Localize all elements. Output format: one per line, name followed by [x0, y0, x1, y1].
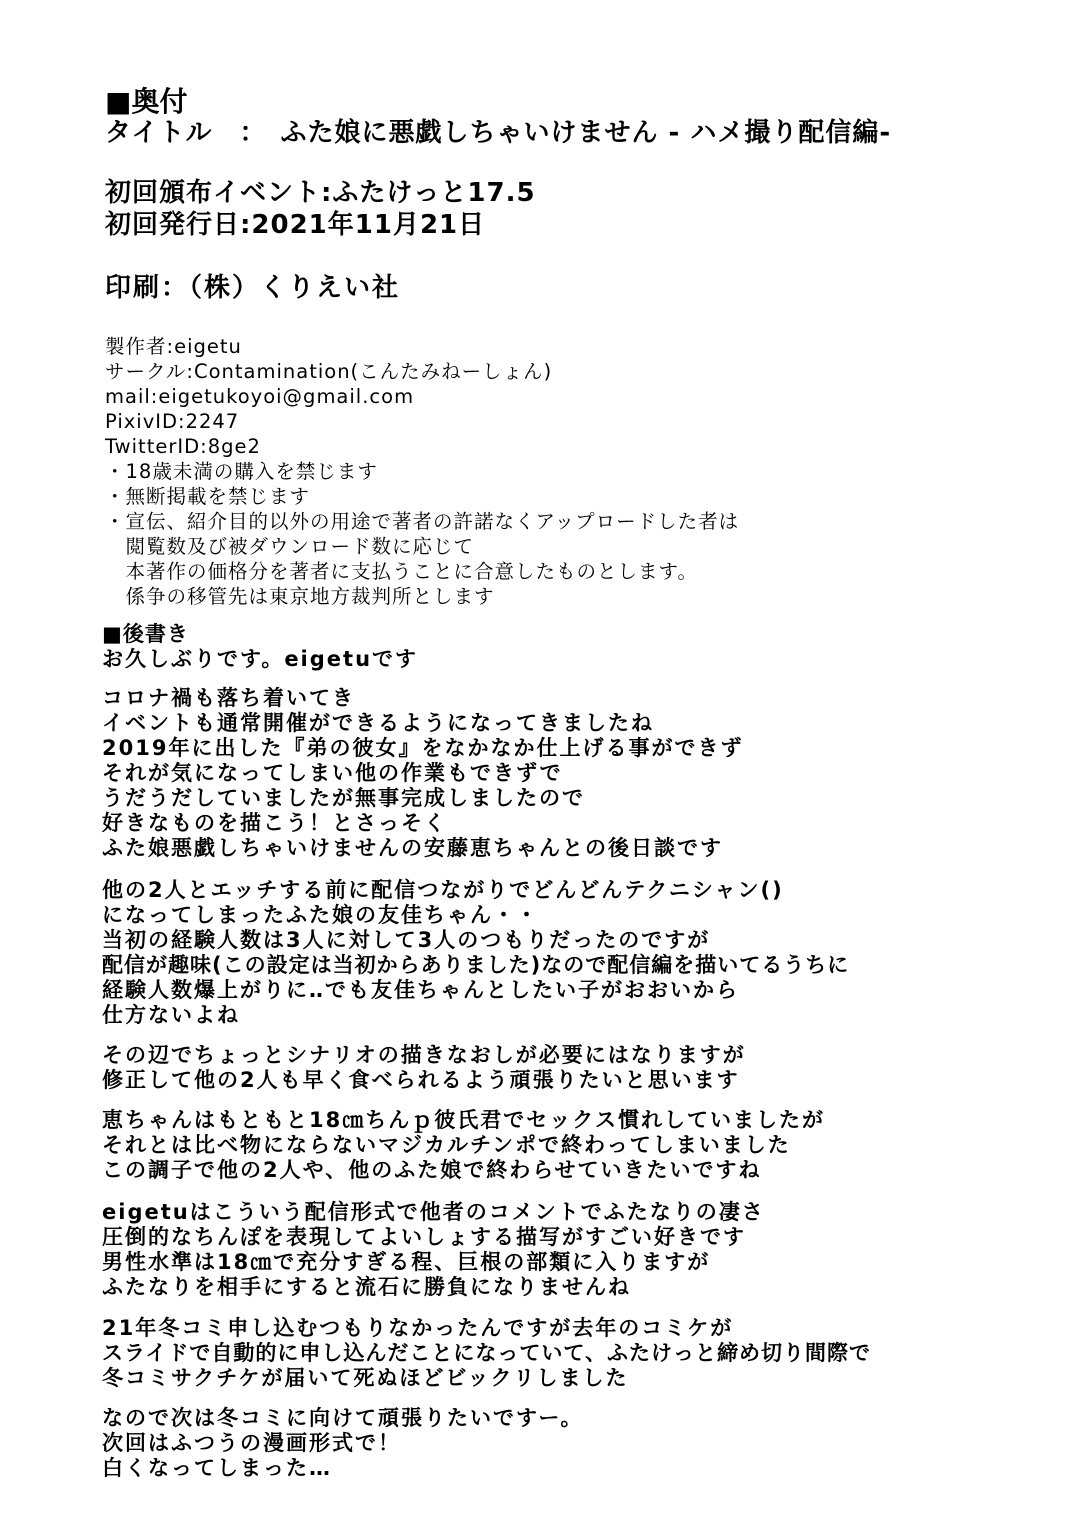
info-line: サークル:Contamination(こんたみねーしょん): [105, 360, 553, 383]
info-line: 閲覧数及び被ダウンロード数に応じて: [105, 535, 475, 558]
title-line: タイトル ： ふた娘に悪戯しちゃいけません - ハメ撮り配信編-: [105, 118, 892, 148]
colophon-heading: ■奥付: [105, 85, 188, 118]
afterword-line: 経験人数爆上がりに‥でも友佳ちゃんとしたい子がおおいから: [102, 978, 740, 1002]
afterword-line: 当初の経験人数は3人に対して3人のつもりだったのですが: [102, 928, 711, 952]
afterword-line: になってしまったふた娘の友佳ちゃん・・: [102, 903, 539, 927]
afterword-line: ふたなりを相手にすると流石に勝負になりませんね: [102, 1275, 631, 1299]
date-line: 初回発行日:2021年11月21日: [105, 210, 486, 240]
info-line: ・18歳未満の購入を禁じます: [105, 460, 378, 483]
afterword-line: 次回はふつうの漫画形式で！: [102, 1431, 401, 1455]
info-line: 本著作の価格分を著者に支払うことに合意したものとします。: [105, 560, 698, 583]
afterword-line: 冬コミサクチケが届いて死ぬほどビックリしました: [102, 1366, 629, 1390]
afterword-line: 仕方ないよね: [102, 1003, 240, 1027]
info-line: 製作者:eigetu: [105, 335, 242, 358]
info-line: ・宣伝、紹介目的以外の用途で著者の許諾なくアップロードした者は: [105, 510, 740, 533]
afterword-line: 男性水準は18㎝で充分すぎる程、巨根の部類に入りますが: [102, 1250, 711, 1274]
afterword-line: それが気になってしまい他の作業もできずで: [102, 761, 563, 785]
afterword-line: その辺でちょっとシナリオの描きなおしが必要にはなりますが: [102, 1043, 746, 1067]
info-line: TwitterID:8ge2: [105, 435, 261, 458]
afterword-line: 白くなってしまった…: [102, 1456, 332, 1480]
print-line: 印刷：（株）くりえい社: [105, 273, 401, 303]
afterword-line: この調子で他の2人や、他のふた娘で終わらせていきたいですね: [102, 1158, 762, 1182]
info-line: mail:eigetukoyoi@gmail.com: [105, 385, 415, 408]
afterword-line: それとは比べ物にならないマジカルチンポで終わってしまいました: [102, 1133, 791, 1157]
afterword-line: 2019年に出した『弟の彼女』をなかなか仕上げる事ができず: [102, 736, 744, 760]
afterword-line: eigetuはこういう配信形式で他者のコメントでふたなりの凄さ: [102, 1200, 765, 1224]
afterword-line: スライドで自動的に申し込んだことになっていて、ふたけっと締め切り間際で: [102, 1341, 871, 1365]
afterword-line: 他の2人とエッチする前に配信つながりでどんどんテクニシャン(): [102, 878, 784, 902]
afterword-line: イベントも通常開催ができるようになってきましたね: [102, 711, 654, 735]
afterword-line: コロナ禍も落ち着いてき: [102, 686, 355, 710]
afterword-line: お久しぶりです。eigetuです: [102, 647, 419, 671]
afterword-line: 圧倒的なちんぽを表現してよいしょする描写がすごい好きです: [102, 1225, 746, 1249]
afterword-line: 修正して他の2人も早く食べられるよう頑張りたいと思います: [102, 1068, 740, 1092]
event-line: 初回頒布イベント:ふたけっと17.5: [105, 178, 536, 208]
afterword-line: 21年冬コミ申し込むつもりなかったんですが去年のコミケが: [102, 1316, 734, 1340]
info-line: 係争の移管先は東京地方裁判所とします: [105, 585, 495, 608]
info-line: ・無断掲載を禁じます: [105, 485, 311, 508]
afterword-line: なので次は冬コミに向けて頑張りたいですー。: [102, 1406, 584, 1430]
afterword-line: うだうだしていましたが無事完成しましたので: [102, 786, 585, 810]
afterword-line: 好きなものを描こう！とさっそく: [102, 811, 447, 835]
afterword-line: 配信が趣味(この設定は当初からありました)なので配信編を描いてるうちに: [102, 953, 850, 977]
info-line: PixivID:2247: [105, 410, 240, 433]
afterword-heading: ■後書き: [102, 622, 189, 646]
afterword-line: 恵ちゃんはもともと18㎝ちんｐ彼氏君でセックス慣れしていましたが: [102, 1108, 826, 1132]
afterword-line: ふた娘悪戯しちゃいけませんの安藤恵ちゃんとの後日談です: [102, 836, 723, 860]
